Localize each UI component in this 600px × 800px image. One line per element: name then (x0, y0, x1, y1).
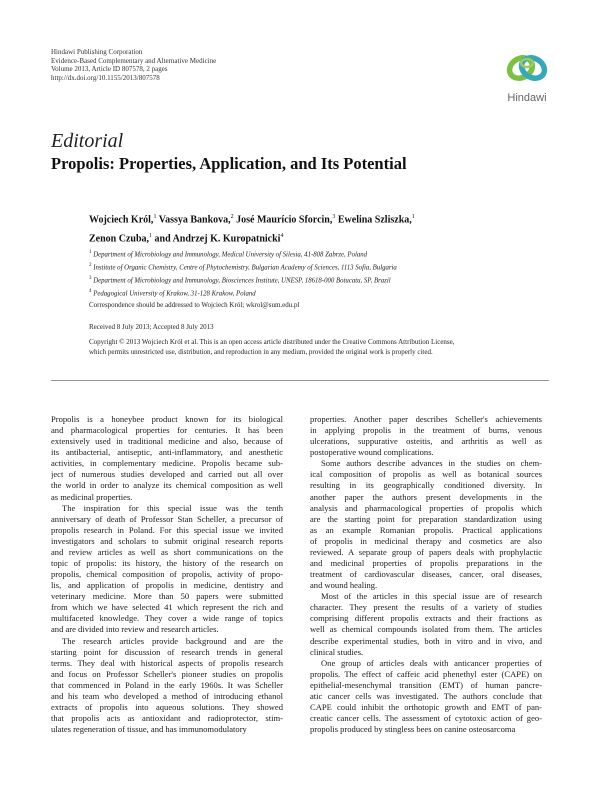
affiliation-text: Pedagogical University of Krakow, 31-128 Krakow, Poland (91, 289, 256, 297)
affiliation-marker: 1 (153, 214, 157, 220)
text-line: One group of articles deals with anticancer properties of (321, 657, 542, 668)
text-line: propolis. The effect of caffeic acid phenethyl ester (CAPE) on (310, 668, 542, 679)
text-line: ical composition of propolis as well as botanical sources (310, 469, 542, 480)
text-line: Some authors describe advances in the studies on chem- (321, 458, 542, 469)
text-line: topic of propolis: its history, the history of the research on (51, 558, 283, 569)
text-line: ulcerations, suppurative osteitis, and arthritis as well as (310, 436, 542, 447)
affiliation-marker: 1 (149, 233, 153, 240)
text-line: are the starting point for preparation standardization using (310, 513, 542, 524)
journal-name: Evidence-Based Complementary and Alternative Medicine (51, 56, 217, 65)
hindawi-logo (495, 48, 559, 108)
doi-link[interactable]: http://dx.doi.org/10.1155/2013/807578 (51, 73, 160, 82)
text-line: The inspiration for this special issue was the tenth (62, 502, 283, 513)
text-line: and pharmacological properties for centuries. It has been (51, 425, 283, 436)
copyright-line: which permits unrestricted use, distribution, and reproduction in any medium, provided the original work is properly cited. (89, 348, 433, 356)
text-line: ulates regeneration of tissue, and has immunomodulatory (51, 724, 247, 735)
hindawi-brand-text: Hindawi (507, 92, 547, 104)
text-line: activities, in complementary medicine. Propolis became sub- (51, 458, 283, 469)
text-line: treatment of cardiovascular diseases, cancer, oral diseases, (310, 569, 542, 580)
text-line: The research articles provide background and are the (62, 635, 283, 646)
text-line: and focus on Professor Scheller's pioneer studies on propolis (51, 668, 283, 679)
text-line: Propolis is a honeybee product known for its biological (51, 414, 283, 424)
text-line: describe experimental studies, both in vitro and in vivo, and (310, 635, 542, 646)
author-name: Wojciech Król, (89, 214, 154, 226)
text-line: terms. They deal with historical aspects of propolis research (51, 657, 283, 668)
text-line: that commenced in Poland in the early 1960s. It was Scheller (51, 679, 283, 690)
author-name: Zenon Czuba, (89, 233, 150, 245)
author-name: Vassya Bankova, (158, 214, 231, 226)
affiliation-number: 3 (89, 275, 92, 281)
text-line: its antibacterial, antiseptic, anti-inflammatory, and anesthetic (51, 447, 283, 458)
author-name: Ewelina Szliszka, (337, 214, 412, 226)
text-line: reviewed. A separate group of papers deals with prophylactic (310, 546, 542, 557)
text-line: atic cancer cells was investigated. The authors conclude that (310, 690, 542, 701)
affiliation-marker: 3 (332, 214, 336, 220)
text-line: lis, and application of propolis in medicine, dentistry and (51, 580, 283, 591)
text-line: and are divided into review and research articles. (51, 624, 219, 635)
body-paragraph (310, 658, 542, 736)
affiliation-text: Department of Microbiology and Immunology, Biosciences Institute, UNESP, 18618-000 Botucatu, SP, Brazil (91, 276, 391, 284)
hindawi-rings-icon (495, 48, 559, 92)
author-line (89, 209, 499, 228)
author-line (89, 228, 499, 247)
body-column-left (51, 414, 283, 735)
copyright-line: Copyright © 2013 Wojciech Król et al. This is an open access article distributed under the Creative Commons Attribution License, (89, 338, 455, 346)
text-line: properties. Another paper describes Scheller's achievements (310, 414, 542, 424)
affiliation-number: 4 (89, 288, 92, 294)
text-line: CAPE could inhibit the orthotopic growth and EMT of pan- (310, 702, 542, 713)
text-line: character. They present the results of a variety of studies (310, 602, 542, 613)
author-list (89, 209, 499, 248)
body-paragraph (310, 458, 542, 591)
author-name: José Maurício Sforcin, (236, 214, 333, 226)
text-line: comprising different propolis extracts and their fractions as (310, 613, 542, 624)
affiliation-marker: 4 (280, 233, 284, 240)
volume-info: Volume 2013, Article ID 807578, 2 pages (51, 65, 168, 74)
text-line: and wound healing. (310, 580, 378, 591)
affiliation-item (89, 261, 559, 274)
text-line: as medicinal properties. (51, 491, 133, 502)
text-line: clinical studies. (310, 646, 364, 657)
text-line: as an example Romanian propolis. Practical applications (310, 524, 542, 535)
received-accepted-dates: Received 8 July 2013; Accepted 8 July 2013 (89, 323, 214, 331)
text-line: postoperative wound complications. (310, 447, 434, 458)
affiliation-marker: 1 (411, 214, 415, 220)
text-line: propolis, chemical composition of propolis, activity of propo- (51, 569, 283, 580)
copyright-notice (89, 337, 559, 357)
body-paragraph (51, 636, 283, 736)
affiliation-marker: 2 (230, 214, 234, 220)
text-line: propolis produced by stingless bees on canine osteosarcoma (310, 724, 516, 735)
text-line: that propolis acts as antioxidant and radioprotector, stim- (51, 713, 283, 724)
text-line: well as chemical compounds isolated from them. The articles (310, 624, 542, 635)
text-line: propolis research in Poland. For this special issue we invited (51, 524, 283, 535)
text-line: investigators and scholars to submit original research reports (51, 535, 283, 546)
journal-header (51, 48, 216, 82)
text-line: veterinary medicine. More than 50 papers were submitted (51, 591, 283, 602)
text-line: epithelial-mesenchymal transition (EMT) of human pancre- (310, 679, 542, 690)
body-paragraph (310, 591, 542, 657)
body-paragraph (51, 414, 283, 503)
correspondence: Correspondence should be addressed to Wojciech Król; wkrol@sum.edu.pl (89, 301, 300, 309)
text-line: analysis and pharmacological properties of propolis which (310, 502, 542, 513)
text-line: extensively used in traditional medicine and also, because of (51, 436, 283, 447)
affiliation-number: 1 (89, 250, 92, 255)
text-line: in applying propolis in the treatment of burns, venous (310, 425, 542, 436)
text-line: and medicinal properties of propolis preparations in the (310, 558, 542, 569)
text-line: from which we have selected 41 which represent the rich and (51, 602, 283, 613)
text-line: another paper the authors present developments in the (310, 491, 542, 502)
text-line: the world in order to analyze its chemical composition as well (51, 480, 283, 491)
text-line: and review articles as well as short communications on the (51, 546, 283, 557)
text-line: starting point for discussion of research trends in general (51, 646, 283, 657)
text-line: extracts of propolis into aqueous solutions. They showed (51, 702, 283, 713)
text-line: resulting in its geographically conditioned diversity. In (310, 480, 542, 491)
text-line: Most of the articles in this special issue are of research (321, 591, 542, 602)
text-line: creatic cancer cells. The assessment of cytotoxic action of geo- (310, 713, 542, 724)
affiliation-item (89, 274, 559, 287)
author-name: and Andrzej K. Kuropatnicki (154, 233, 281, 245)
body-paragraph (310, 414, 542, 458)
affiliation-item (89, 287, 559, 300)
text-line: and his team who developed a method of introducing ethanol (51, 690, 283, 701)
affiliation-text: Institute of Organic Chemistry, Centre of Phytochemistry, Bulgarian Academy of Sciences, 1113 Sofia, Bulgaria (91, 264, 397, 272)
body-column-right (310, 414, 542, 735)
affiliation-item (89, 248, 559, 261)
publisher-name: Hindawi Publishing Corporation (51, 48, 143, 56)
affiliations (89, 248, 559, 299)
affiliation-number: 2 (89, 262, 92, 268)
text-line: ject of numerous studies developed and carried out all over (51, 469, 283, 480)
body-paragraph (51, 503, 283, 636)
affiliation-text: Department of Microbiology and Immunology, Medical University of Silesia, 41-808 Zabrze, Poland (91, 251, 368, 259)
article-title: Propolis: Properties, Application, and Its Potential (51, 154, 407, 173)
text-line: of propolis in medicinal therapy and cosmetics are also (310, 535, 542, 546)
article-type: Editorial (51, 130, 124, 152)
text-line: multifaceted knowledge. They cover a wide range of topics (51, 613, 283, 624)
text-line: anniversary of death of Professor Stan Scheller, a precursor of (51, 513, 283, 524)
header-divider (51, 380, 549, 381)
